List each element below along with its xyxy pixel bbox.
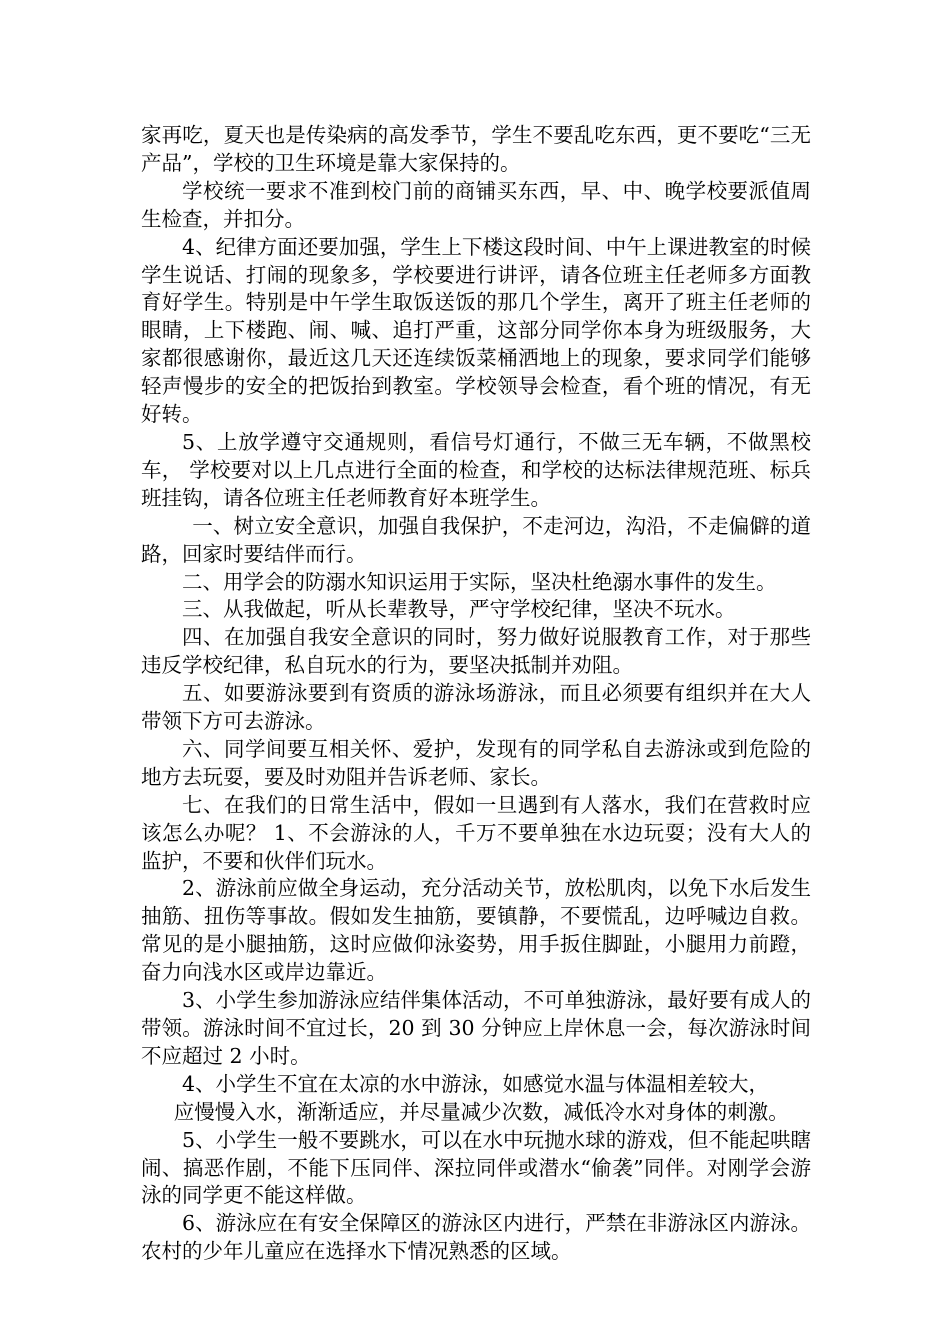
paragraph-point-seven: 七、在我们的日常生活中，假如一旦遇到有人落水，我们在营救时应该怎么办呢？ 1、不会游泳的人，千万不要单独在水边玩耍；没有大人的监护，不要和伙伴们玩水。 <box>141 792 811 873</box>
paragraph-point-five: 五、如要游泳要到有资质的游泳场游泳，而且必须要有组织并在大人带领下方可去游泳。 <box>141 681 811 734</box>
paragraph-swim-no-diving: 5、小学生一般不要跳水，可以在水中玩抛水球的游戏，但不能起哄瞎闹、搞恶作剧，不能下压同伴、深拉同伴或潜水“偷袭”同伴。对刚学会游泳的同学更不能这样做。 <box>141 1127 811 1208</box>
paragraph-point-four: 四、在加强自我安全意识的同时，努力做好说服教育工作，对于那些违反学校纪律，私自玩水的行为，要坚决抵制并劝阻。 <box>141 625 811 678</box>
paragraph-traffic: 5、上放学遵守交通规则，看信号灯通行，不做三无车辆，不做黑校车， 学校要对以上几点进行全面的检查，和学校的达标法律规范班、标兵班挂钩，请各位班主任老师教育好本班学生。 <box>141 429 811 510</box>
paragraph-swim-group: 3、小学生参加游泳应结伴集体活动，不可单独游泳，最好要有成人的带领。游泳时间不宜过长，20 到 30 分钟应上岸休息一会，每次游泳时间不应超过 2 小时。 <box>141 988 811 1068</box>
paragraph-point-three: 三、从我做起，听从长辈教导，严守学校纪律，坚决不玩水。 <box>182 597 736 622</box>
paragraph-swim-cold-water: 4、小学生不宜在太凉的水中游泳，如感觉水温与体温相差较大， <box>182 1071 770 1096</box>
paragraph-swim-warmup: 2、游泳前应做全身运动，充分活动关节，放松肌肉，以免下水后发生抽筋、扭伤等事故。假如发生抽筋，要镇静，不要慌乱，边呼喊边自救。常见的是小腿抽筋，这时应做仰泳姿势，用手扳住脚趾，小腿用力前蹬，奋力向浅水区或岸边靠近。 <box>141 876 811 985</box>
paragraph-discipline: 4、纪律方面还要加强，学生上下楼这段时间、中午上课进教室的时候学生说话、打闹的现象多，学校要进行讲评，请各位班主任老师多方面教育好学生。特别是中午学生取饭送饭的那几个学生，离开了班主任老师的眼睛，上下楼跑、闹、喊、追打严重，这部分同学你本身为班级服务，大家都很感谢你，最近这几天还连续饭菜桶洒地上的现象，要求同学们能够轻声慢步的安全的把饭抬到教室。学校领导会检查，看个班的情况，有无好转。 <box>141 234 811 427</box>
paragraph-point-six: 六、同学间要互相关怀、爱护，发现有的同学私自去游泳或到危险的地方去玩耍，要及时劝阻并告诉老师、家长。 <box>141 736 811 789</box>
document-body <box>141 122 811 1266</box>
paragraph-point-one: 一、树立安全意识，加强自我保护，不走河边，沟沿，不走偏僻的道路，回家时要结伴而行。 <box>141 513 811 566</box>
paragraph-shop-rule: 学校统一要求不准到校门前的商铺买东西，早、中、晚学校要派值周生检查，并扣分。 <box>141 178 811 231</box>
paragraph-point-two: 二、用学会的防溺水知识运用于实际，坚决杜绝溺水事件的发生。 <box>182 569 777 594</box>
paragraph-continuation: 家再吃，夏天也是传染病的高发季节，学生不要乱吃东西，更不要吃“三无产品”，学校的卫生环境是靠大家保持的。 <box>141 123 811 175</box>
paragraph-swim-safe-zone: 6、游泳应在有安全保障区的游泳区内进行，严禁在非游泳区内游泳。农村的少年儿童应在选择水下情况熟悉的区域。 <box>141 1211 811 1264</box>
paragraph-swim-slow-entry: 应慢慢入水，渐渐适应，并尽量减少次数，减低冷水对身体的刺激。 <box>173 1099 789 1124</box>
